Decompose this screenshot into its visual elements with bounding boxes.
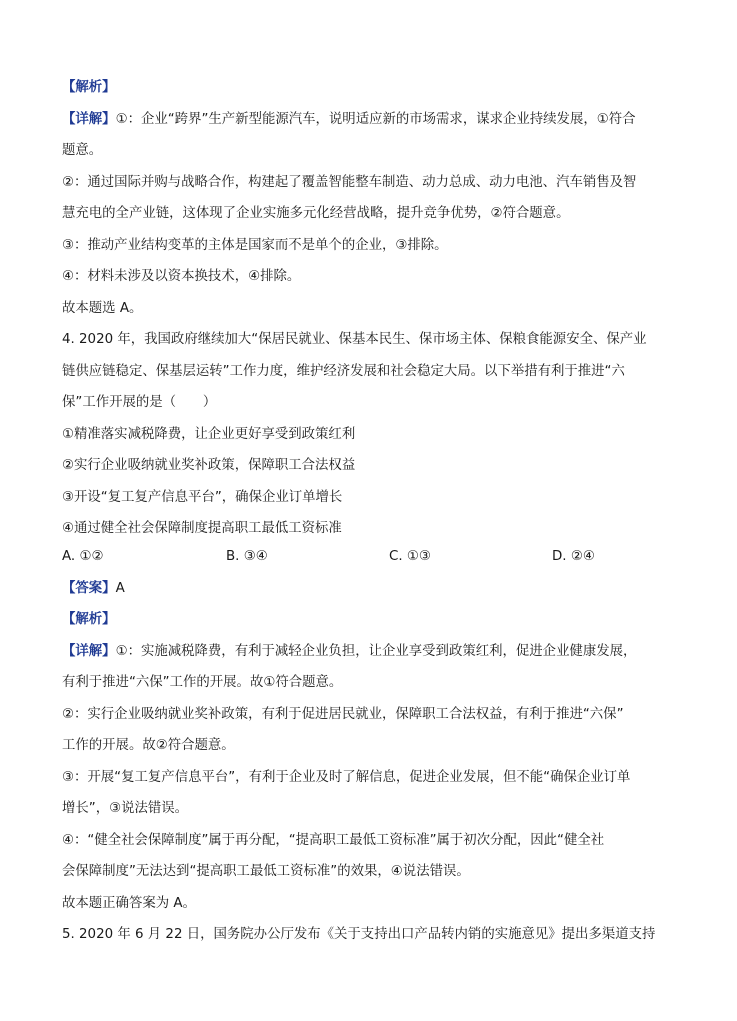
analysis-heading-1	[62, 79, 682, 97]
detail-line-q4-5: ③：开展“复工复产信息平台”，有利于企业及时了解信息，促进企业发展，但不能“确保企业订单	[62, 770, 631, 785]
analysis-tag: 【解析】	[62, 612, 116, 627]
detail-line-6: ④：材料未涉及以资本换技术，④排除。	[62, 269, 301, 284]
detail-line-q4-6: 增长”，③说法错误。	[62, 801, 189, 816]
detail-tag: 【详解】	[62, 112, 116, 127]
detail-text: ①：实施减税降费，有利于减轻企业负担，让企业享受到政策红利，促进企业健康发展，	[115, 644, 637, 659]
question-4-item-4: ④通过健全社会保障制度提高职工最低工资标准	[62, 521, 342, 536]
answer-line	[62, 580, 682, 598]
question-4-item-3: ③开设“复工复产信息平台”，确保企业订单增长	[62, 490, 343, 505]
detail-line-5: ③：推动产业结构变革的主体是国家而不是单个的企业，③排除。	[62, 238, 448, 253]
analysis-tag: 【解析】	[62, 80, 116, 95]
detail-line-3: ②：通过国际并购与战略合作，构建起了覆盖智能整车制造、动力总成、动力电池、汽车销售及智	[62, 175, 637, 190]
conclusion-2: 故本题正确答案为 A。	[62, 896, 196, 911]
conclusion-1: 故本题选 A。	[62, 301, 143, 316]
detail-line-4: 慧充电的全产业链，这体现了企业实施多元化经营战略，提升竞争优势，②符合题意。	[62, 206, 570, 221]
question-5-stem-1: 5. 2020 年 6 月 22 日，国务院办公厅发布《关于支持出口产品转内销的实施意见》提出多渠道支持	[62, 927, 656, 942]
detail-tag: 【详解】	[62, 644, 116, 659]
question-4-item-2: ②实行企业吸纳就业奖补政策，保障职工合法权益	[62, 458, 356, 473]
detail-line-q4-2: 有利于推进“六保”工作的开展。故①符合题意。	[62, 675, 343, 690]
detail-line-q4-4: 工作的开展。故②符合题意。	[62, 738, 235, 753]
detail-line-2: 题意。	[62, 143, 103, 158]
answer-value: A	[115, 581, 125, 596]
option-b: B. ③④	[226, 549, 268, 564]
analysis-heading-2	[62, 611, 682, 629]
question-4-stem-3: 保”工作开展的是（ ）	[62, 395, 217, 410]
detail-line-1	[62, 111, 682, 129]
detail-line-q4-1	[62, 643, 682, 661]
option-d: D. ②④	[552, 549, 595, 564]
answer-tag: 【答案】	[62, 581, 116, 596]
detail-line-q4-7: ④：“健全社会保障制度”属于再分配，“提高职工最低工资标准”属于初次分配，因此“健全社	[62, 833, 605, 848]
detail-text: ①：企业“跨界”生产新型能源汽车，说明适应新的市场需求，谋求企业持续发展，①符合	[115, 112, 636, 127]
option-c: C. ①③	[389, 549, 431, 564]
question-4-item-1: ①精准落实减税降费，让企业更好享受到政策红利	[62, 427, 356, 442]
question-4-stem-1: 4. 2020 年，我国政府继续加大“保居民就业、保基本民生、保市场主体、保粮食能源安全、保产业	[62, 332, 647, 347]
option-a: A. ①②	[62, 549, 104, 564]
detail-line-q4-3: ②：实行企业吸纳就业奖补政策，有利于促进居民就业，保障职工合法权益，有利于推进“六保”	[62, 707, 624, 722]
question-4-stem-2: 链供应链稳定、保基层运转”工作力度，维护经济发展和社会稳定大局。以下举措有利于推进“六	[62, 364, 625, 379]
detail-line-q4-8: 会保障制度”无法达到“提高职工最低工资标准”的效果，④说法错误。	[62, 864, 470, 879]
